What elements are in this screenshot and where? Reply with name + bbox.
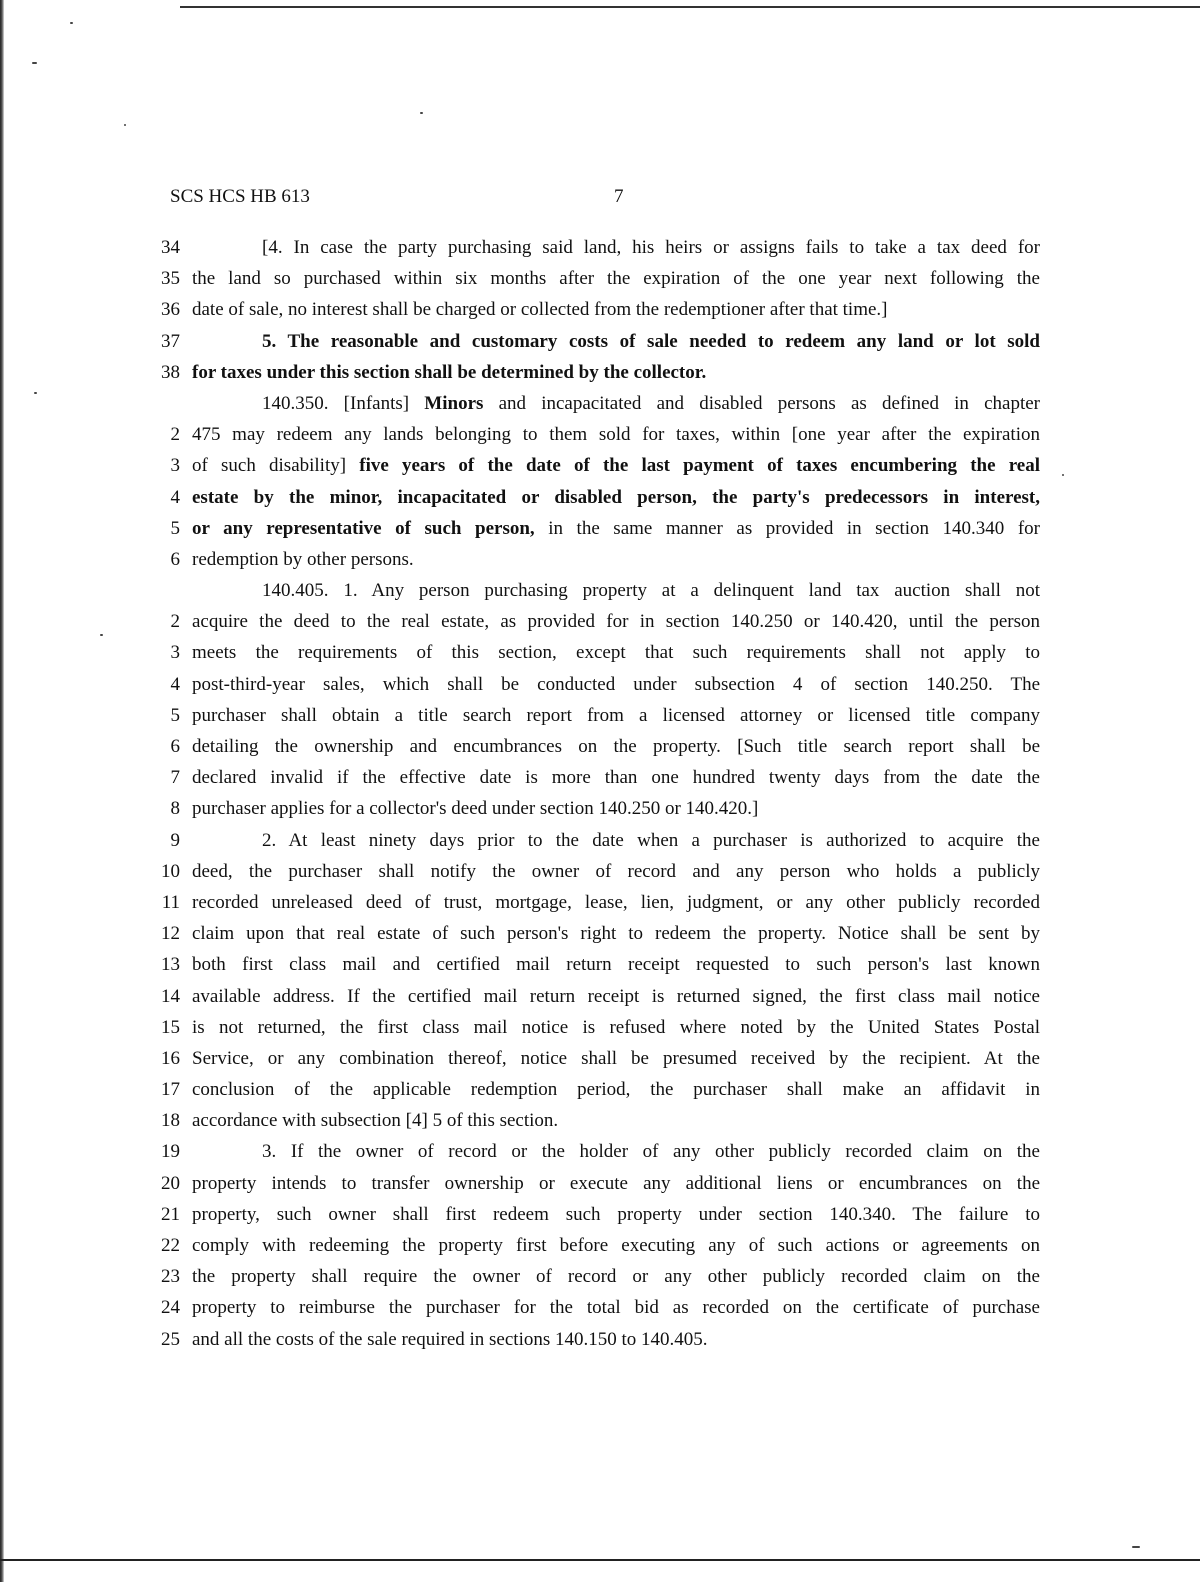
line-number: 5 (170, 704, 180, 726)
text-line (140, 263, 1050, 294)
line-number: 7 (170, 767, 180, 789)
line-text (192, 949, 1040, 980)
scan-speck (420, 112, 423, 114)
text-segment: in the same manner as provided in section 140.340 for (534, 517, 1040, 539)
bold-text-segment: estate by the minor, incapacitated or disabled person, the party's predecessors in interest, (192, 486, 1040, 508)
text-line (140, 731, 1050, 762)
text-segment: 475 may redeem any lands belonging to them sold for taxes, within [one year after the expiration (192, 424, 1040, 446)
text-segment: and incapacitated and disabled persons as defined in chapter (483, 392, 1040, 414)
page-number: 7 (614, 186, 624, 207)
text-segment: of such disability] (192, 455, 360, 477)
line-text (192, 1199, 1040, 1230)
text-segment: available address. If the certified mail return receipt is returned signed, the first class mail notice (192, 985, 1040, 1007)
text-line (140, 450, 1050, 481)
line-text (192, 637, 1040, 668)
text-segment: detailing the ownership and encumbrances on the property. [Such title search report shall be (192, 736, 1040, 757)
line-number: 4 (170, 673, 180, 695)
line-number: 3 (170, 642, 180, 664)
line-text (192, 419, 1040, 450)
text-line (140, 575, 1050, 606)
text-line (140, 544, 1050, 575)
line-text (192, 450, 1040, 481)
scan-speck (70, 22, 73, 24)
line-number: 3 (170, 455, 180, 477)
text-segment: redemption by other persons. (192, 548, 414, 570)
line-text (192, 981, 1040, 1012)
line-number: 18 (161, 1110, 180, 1132)
text-segment: and all the costs of the sale required in sections 140.150 to 140.405. (192, 1328, 708, 1350)
scan-left-edge (0, 0, 4, 1582)
line-text (192, 575, 1040, 606)
scan-speck (100, 634, 103, 636)
scan-speck (124, 124, 126, 126)
scan-speck (1132, 1546, 1140, 1548)
line-number: 10 (161, 860, 180, 882)
text-line (140, 1168, 1050, 1199)
line-number: 19 (161, 1141, 180, 1163)
line-number: 4 (170, 486, 180, 508)
bold-text-segment: Minors (424, 392, 484, 414)
text-segment: property intends to transfer ownership or execute any additional liens or encumbrances on the (192, 1172, 1040, 1194)
text-segment: meets the requirements of this section, except that such requirements shall not apply to (192, 642, 1040, 664)
line-number: 20 (161, 1172, 180, 1194)
line-text (192, 1105, 1040, 1136)
text-line (140, 294, 1050, 325)
text-line (140, 1261, 1050, 1292)
text-segment: [4. In case the party purchasing said land, his heirs or assigns fails to take a tax deed for (262, 237, 1040, 258)
text-line (140, 949, 1050, 980)
text-line (140, 513, 1050, 544)
text-line (140, 232, 1050, 263)
line-text (192, 1230, 1040, 1261)
text-segment: 140.350. [Infants] (262, 392, 425, 414)
document-body (140, 232, 1050, 1355)
text-segment: Service, or any combination thereof, notice shall be presumed received by the recipient. At the (192, 1047, 1040, 1069)
bill-identifier: SCS HCS HB 613 (170, 186, 310, 207)
text-line (140, 637, 1050, 668)
line-number: 5 (170, 517, 180, 539)
line-number: 37 (161, 330, 180, 352)
bold-text-segment: or any representative of such person, (192, 517, 535, 539)
text-segment: 3. If the owner of record or the holder of any other publicly recorded claim on the (262, 1141, 1040, 1163)
text-segment: recorded unreleased deed of trust, mortgage, lease, lien, judgment, or any other publicly recorded (192, 891, 1040, 913)
bold-text-segment: for taxes under this section shall be determined by the collector. (192, 361, 707, 383)
line-text (192, 1292, 1040, 1323)
line-number: 2 (170, 611, 180, 633)
text-line (140, 918, 1050, 949)
text-segment: is not returned, the first class mail notice is refused where noted by the United States Postal (192, 1016, 1040, 1038)
line-text (192, 263, 1040, 294)
line-number: 23 (161, 1266, 180, 1288)
line-number: 16 (161, 1047, 180, 1069)
line-number: 15 (161, 1016, 180, 1038)
scan-top-edge (180, 6, 1200, 8)
line-text (192, 482, 1040, 513)
scan-speck (32, 62, 37, 64)
text-line (140, 1230, 1050, 1261)
line-number: 14 (161, 985, 180, 1007)
text-segment: 2. At least ninety days prior to the date when a purchaser is authorized to acquire the (262, 829, 1040, 851)
line-text (192, 1074, 1040, 1105)
page-header (170, 186, 770, 216)
text-segment: conclusion of the applicable redemption period, the purchaser shall make an affidavit in (192, 1079, 1040, 1101)
text-line (140, 1292, 1050, 1323)
text-line (140, 606, 1050, 637)
text-line (140, 700, 1050, 731)
text-segment: post-third-year sales, which shall be conducted under subsection 4 of section 140.250. The (192, 673, 1040, 695)
line-number: 24 (161, 1297, 180, 1319)
line-number: 2 (170, 424, 180, 446)
line-text (192, 294, 1040, 325)
text-segment: property to reimburse the purchaser for the total bid as recorded on the certificate of purchase (192, 1297, 1040, 1319)
line-number: 34 (161, 237, 180, 258)
line-number: 9 (170, 829, 180, 851)
text-line (140, 793, 1050, 824)
line-text (192, 1324, 1040, 1355)
bold-text-segment: 5. The reasonable and customary costs of sale needed to redeem any land or lot sold (262, 330, 1040, 352)
line-text (192, 731, 1040, 762)
text-line (140, 419, 1050, 450)
text-line (140, 357, 1050, 388)
text-line (140, 887, 1050, 918)
line-text (192, 1136, 1040, 1167)
line-text (192, 793, 1040, 824)
line-text (192, 700, 1040, 731)
text-segment: date of sale, no interest shall be charged or collected from the redemptioner after that time.] (192, 299, 888, 321)
text-line (140, 326, 1050, 357)
scan-bottom-edge (0, 1559, 1200, 1561)
line-number: 6 (170, 736, 180, 757)
line-number: 11 (161, 891, 180, 913)
text-segment: deed, the purchaser shall notify the owner of record and any person who holds a publicly (192, 860, 1040, 882)
line-text (192, 357, 1040, 388)
text-line (140, 762, 1050, 793)
line-number: 8 (170, 798, 180, 820)
line-number: 25 (161, 1328, 180, 1350)
text-line (140, 669, 1050, 700)
text-line (140, 856, 1050, 887)
scan-speck (1062, 474, 1064, 476)
text-line (140, 981, 1050, 1012)
line-number: 22 (161, 1235, 180, 1256)
text-segment: both first class mail and certified mail return receipt requested to such person's last known (192, 954, 1040, 976)
text-segment: purchaser shall obtain a title search report from a licensed attorney or licensed title company (192, 704, 1040, 726)
text-line (140, 825, 1050, 856)
text-segment: claim upon that real estate of such person's right to redeem the property. Notice shall be sent by (192, 923, 1040, 945)
line-number: 21 (161, 1203, 180, 1225)
line-text (192, 762, 1040, 793)
text-line (140, 1105, 1050, 1136)
line-text (192, 544, 1040, 575)
text-segment: acquire the deed to the real estate, as provided for in section 140.250 or 140.420, until the person (192, 611, 1040, 633)
text-line (140, 1074, 1050, 1105)
line-number: 36 (161, 299, 180, 321)
text-line (140, 482, 1050, 513)
line-text (192, 918, 1040, 949)
line-number: 35 (161, 268, 180, 290)
scan-speck (34, 392, 37, 394)
line-text (192, 856, 1040, 887)
line-text (192, 669, 1040, 700)
line-text (192, 513, 1040, 544)
line-text (192, 1261, 1040, 1292)
line-text (192, 1012, 1040, 1043)
line-text (192, 388, 1040, 419)
line-text (192, 326, 1040, 357)
text-segment: 140.405. 1. Any person purchasing property at a delinquent land tax auction shall not (262, 580, 1040, 602)
bold-text-segment: five years of the date of the last payment of taxes encumbering the real (359, 455, 1041, 477)
line-text (192, 887, 1040, 918)
line-number: 17 (161, 1079, 180, 1101)
text-segment: the land so purchased within six months after the expiration of the one year next following the (192, 268, 1040, 290)
line-number: 6 (170, 548, 180, 570)
line-text (192, 1168, 1040, 1199)
text-segment: purchaser applies for a collector's deed under section 140.250 or 140.420.] (192, 798, 759, 820)
text-segment: property, such owner shall first redeem such property under section 140.340. The failure to (192, 1203, 1040, 1225)
text-segment: the property shall require the owner of record or any other publicly recorded claim on the (192, 1266, 1040, 1288)
line-text (192, 232, 1040, 263)
line-text (192, 606, 1040, 637)
text-line (140, 388, 1050, 419)
line-number: 12 (161, 923, 180, 945)
text-line (140, 1136, 1050, 1167)
line-text (192, 1043, 1040, 1074)
line-number: 38 (161, 361, 180, 383)
text-segment: accordance with subsection [4] 5 of this section. (192, 1110, 559, 1132)
line-text (192, 825, 1040, 856)
text-line (140, 1043, 1050, 1074)
text-segment: declared invalid if the effective date is more than one hundred twenty days from the date the (192, 767, 1040, 789)
text-segment: comply with redeeming the property first before executing any of such actions or agreements on (192, 1235, 1040, 1256)
line-number: 13 (161, 954, 180, 976)
text-line (140, 1324, 1050, 1355)
text-line (140, 1012, 1050, 1043)
text-line (140, 1199, 1050, 1230)
